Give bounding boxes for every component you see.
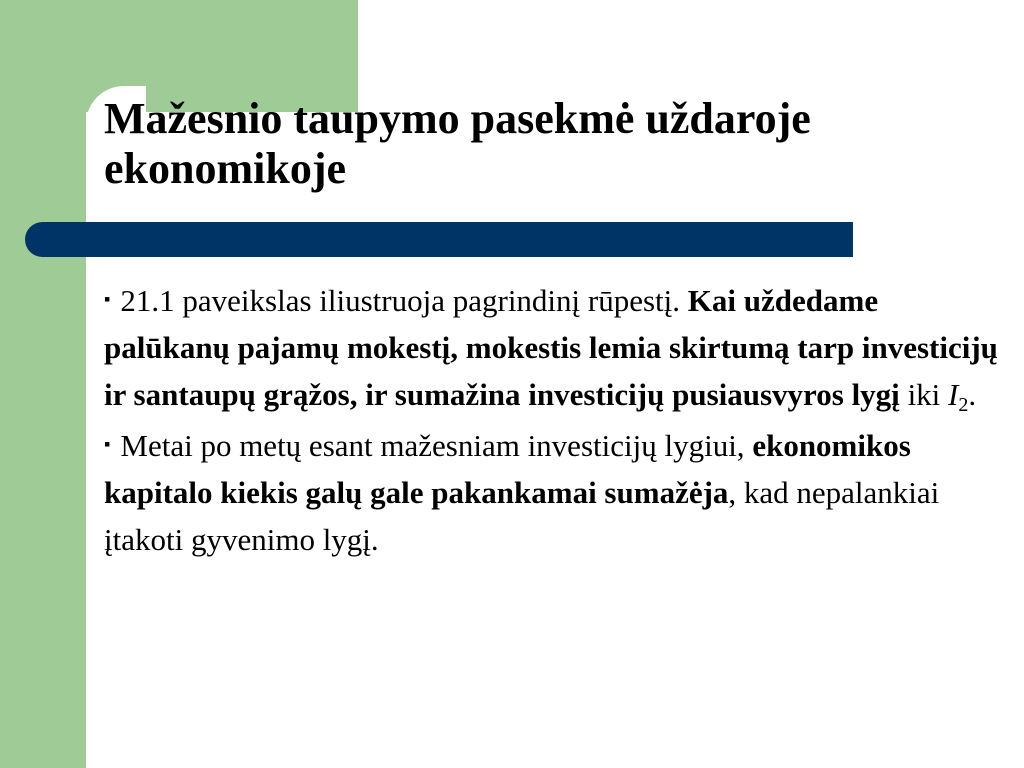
bullet-1-text: 21.1 paveikslas iliustruoja pagrindinį rūpestį. [120,283,688,318]
bullet-square-icon: ▪ [104,434,111,454]
bullet-2-text-2: , kad nepalankiai įtakoti gyvenimo lygį. [104,475,940,557]
investment-subscript: 2 [958,394,969,416]
bullet-2-bold-text: ekonomikos kapitalo kiekis galų gale pakankamai sumažėja [104,428,911,510]
bullet-item-2 [104,421,1009,563]
bullet-2-text: Metai po metų esant mažesniam investicijų lygiui, [120,428,753,463]
slide-body [104,276,1009,566]
bullet-item-1 [104,276,1009,418]
blue-divider-bar [25,222,853,257]
bullet-square-icon: ▪ [104,289,111,309]
green-side-band [0,0,86,768]
slide-title: Mažesnio taupymo pasekmė uždaroje ekonomikoje [104,94,811,193]
bullet-1-end: . [968,377,977,412]
investment-variable: I [948,377,959,412]
bullet-1-text-2: iki [899,377,949,412]
bullet-1-bold-text: Kai uždedame palūkanų pajamų mokestį, mokestis lemia skirtumą tarp investicijų ir santaupų grąžos, ir sumažina investicijų pusiausvyros lygį [104,283,998,412]
